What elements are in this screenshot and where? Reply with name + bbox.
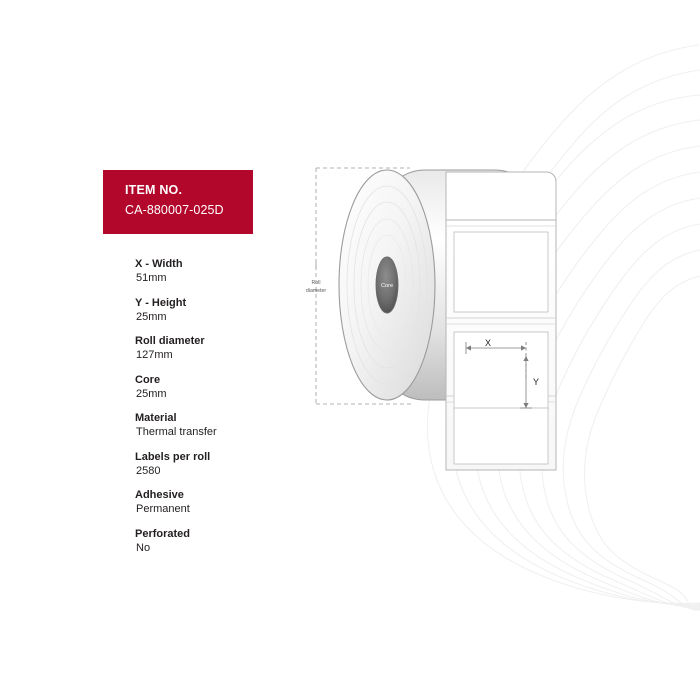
label-roll-drawing: [280, 150, 610, 570]
x-width-marker: X: [484, 338, 492, 348]
item-number-badge: [103, 170, 253, 234]
spec-row-core: [135, 373, 325, 402]
label-web: [446, 172, 556, 470]
roll-diameter-label-line1: Roll: [311, 280, 321, 286]
spec-value-core: 25mm: [136, 387, 167, 400]
spec-row-labels-per-roll: [135, 450, 325, 479]
y-height-marker: Y: [533, 377, 540, 387]
spec-label-material: Material: [135, 412, 177, 424]
core-label: Core: [380, 283, 394, 289]
spec-value-adhesive: Permanent: [136, 503, 190, 515]
roll-diameter-label-line2: diameter: [305, 288, 327, 294]
spec-row-width: [135, 257, 325, 286]
item-number-code: CA-880007-025D: [125, 203, 224, 217]
spec-value-width: 51mm: [136, 272, 167, 284]
spec-row-adhesive: [135, 488, 325, 517]
spec-label-height: Y - Height: [135, 296, 187, 309]
spec-row-perforated: [135, 527, 325, 556]
spec-value-roll-diameter: 127mm: [136, 349, 173, 361]
spec-row-material: [135, 411, 325, 440]
spec-value-material: Thermal transfer: [136, 426, 217, 438]
specification-list: [135, 257, 325, 565]
spec-label-perforated: Perforated: [135, 527, 191, 540]
spec-value-height: 25mm: [136, 310, 167, 323]
label-roll-illustration: [280, 150, 610, 570]
spec-row-height: [135, 296, 325, 325]
spec-label-core: Core: [135, 373, 161, 386]
spec-label-adhesive: Adhesive: [135, 489, 184, 501]
spec-value-labels-per-roll: 2580: [136, 464, 161, 477]
item-number-title: ITEM NO.: [125, 183, 183, 197]
spec-label-width: X - Width: [135, 258, 183, 270]
spec-label-roll-diameter: Roll diameter: [135, 335, 205, 347]
spec-value-perforated: No: [136, 541, 151, 554]
spec-label-labels-per-roll: Labels per roll: [135, 450, 211, 463]
spec-row-roll-diameter: [135, 334, 325, 363]
